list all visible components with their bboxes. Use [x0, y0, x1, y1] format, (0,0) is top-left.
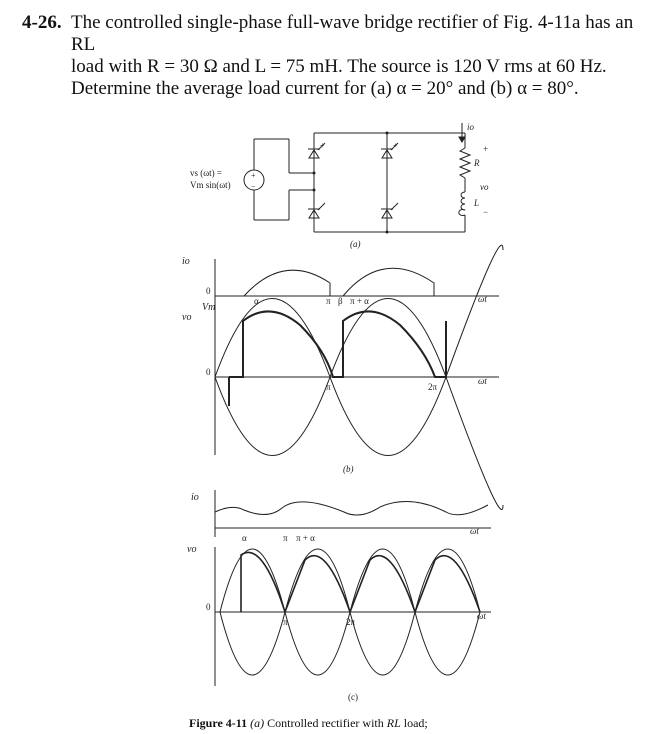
plot-c-pi-alpha: π + α [296, 533, 315, 543]
circuit-caption: (a) [350, 239, 361, 249]
plot-b-pi-alpha: π + α [350, 296, 369, 306]
figure-caption-part: (a) [250, 716, 265, 730]
figure-caption-label: Figure 4-11 [189, 716, 248, 730]
source-label-1: vs (ωt) = [190, 168, 222, 178]
scr-3 [308, 203, 325, 218]
plot-c-alpha: α [242, 533, 247, 543]
bridge-circuit [244, 133, 465, 232]
plot-b-wt-1: ωt [478, 294, 487, 304]
load-plus: + [483, 144, 489, 154]
figure-caption [189, 716, 428, 731]
plot-b-pi: π [326, 296, 331, 306]
plot-c-2pi: 2π [346, 617, 356, 627]
plot-b-vm-label: Vm [202, 302, 216, 313]
plot-c-zero: 0 [206, 602, 211, 612]
figure-caption-rl: RL [386, 716, 401, 730]
figure-caption-tail: load; [400, 716, 428, 730]
plot-c-pi-2: π [283, 617, 288, 627]
scr-4 [381, 203, 398, 218]
plot-b-caption: (b) [343, 464, 354, 474]
plot-b-vo-label: vo [182, 312, 192, 323]
plot-b-pi-2: π [326, 382, 331, 392]
plot-b-wt-2: ωt [478, 376, 487, 386]
source-plus: + [251, 171, 256, 180]
plot-c-wt-1: ωt [470, 526, 479, 536]
plot-b-beta: β [338, 296, 343, 306]
plot-c-pi: π [283, 533, 288, 543]
plot-c-vo-label: vo [187, 544, 197, 555]
resistor-symbol [460, 148, 470, 178]
problem-line-3: Determine the average load current for (a) α = 20° and (b) α = 80°. [71, 78, 579, 99]
load-voltage-label: vo [480, 182, 489, 192]
inductor-label: L [474, 198, 480, 208]
vo-output-trace-b [229, 311, 446, 377]
plot-c-io-label: io [191, 492, 199, 503]
plot-c-caption: (c) [348, 692, 358, 702]
inductor-symbol [459, 192, 465, 216]
io-current-trace-c [215, 502, 488, 515]
source-label-2: Vm sin(ωt) [190, 180, 231, 190]
plot-b-zero-2: 0 [206, 367, 211, 377]
figure-caption-text: Controlled rectifier with [264, 716, 387, 730]
plot-c-wt-2: ωt [477, 611, 486, 621]
problem-number: 4-26. [22, 12, 62, 33]
scr1-gate-label: + [320, 141, 325, 150]
vo-output-trace-c [241, 552, 480, 612]
problem-line-2: load with R = 30 Ω and L = 75 mH. The source is 120 V rms at 60 Hz. [71, 56, 607, 77]
plot-b-zero-1: 0 [206, 286, 211, 296]
load-minus: − [483, 207, 489, 217]
load-current-label: io [467, 122, 475, 132]
source-minus: − [251, 182, 256, 191]
io-current-trace-b [244, 268, 434, 296]
plot-b-io-label: io [182, 256, 190, 267]
plot-b-2pi: 2π [428, 382, 438, 392]
resistor-label: R [474, 158, 480, 168]
problem-line-1: The controlled single-phase full-wave bridge rectifier of Fig. 4-11a has an RL [71, 12, 634, 55]
plot-b-alpha: α [254, 296, 259, 306]
vo-envelope-b [215, 245, 503, 455]
scr2-gate-label: + [393, 141, 398, 150]
